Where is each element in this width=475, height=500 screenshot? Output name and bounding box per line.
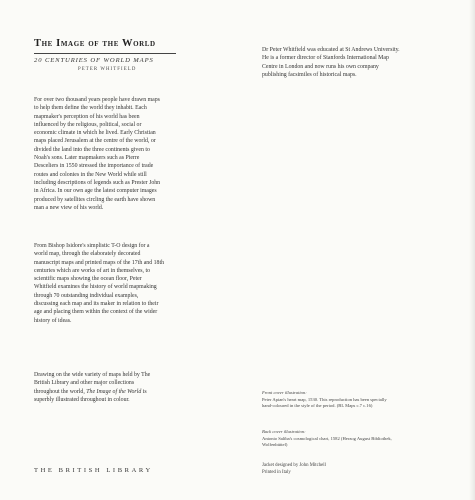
front-caption-text: Peter Apian's heart map, 1530. This reproduction has been specially hand-coloured in the style of the period. (BL Maps c.7 c.16)	[262, 396, 387, 409]
right-column	[262, 46, 402, 79]
description-paragraph-1: For over two thousand years people have drawn maps to help them define the world they inhabit. Each mapmaker's perception of his world has been influenced by the religious, political, social or economic climate in which he lived. Early Christian maps placed Jerusalem at the centre of the world, or divided the land into the three continents given to Noah's sons. Later mapmakers such as Pierre Desceliers in 1550 stressed the importance of trade routes and colonies in the New World while still including descriptions of legends such as Prester John in Africa. In our own age the latest computer images produced by satellites circling the earth have shown man a new view of his world.	[34, 97, 161, 211]
book-title: The Image of the World	[34, 38, 156, 49]
paragraph-3-end: is superbly illustrated throughout in colour.	[34, 388, 147, 403]
front-cover-caption	[262, 390, 397, 410]
author-bio: Dr Peter Whitfield was educated at St Andrews University. He is a former director of Stanfords International Map Centre in London and now runs his own company publishing facsimiles of historical maps.	[262, 47, 400, 78]
author-name: PETER WHITFIELD	[78, 67, 137, 72]
description-paragraph-3	[34, 371, 154, 404]
page-edge-shadow	[469, 0, 475, 500]
description-paragraph-2: From Bishop Isidore's simplistic T-O design for a world map, through the elaborately decorated manuscript maps and printed maps of the 17th and 18th centuries which are works of art in themselves, to scientific maps showing the ocean floor, Peter Whitfield examines the history of world mapmaking through 70 outstanding individual examples, discussing each map and its maker in relation to their age and placing them within the context of the wider history of ideas.	[34, 243, 164, 324]
back-cover-caption	[262, 429, 397, 449]
jacket-designer: Jacket designed by John Mitchell	[262, 463, 326, 468]
jacket-credits	[262, 463, 326, 477]
title-rule	[34, 53, 176, 54]
left-column	[34, 38, 209, 403]
printed-in: Printed in Italy	[262, 469, 291, 475]
back-caption-text: Antonio Saliba's cosmological chart, 1582 (Herzog August Bibliothek, Wolfenbüttel)	[262, 435, 392, 448]
publisher-name: THE BRITISH LIBRARY	[34, 467, 153, 474]
back-caption-heading: Back cover illustration:	[262, 429, 306, 434]
book-subtitle: 20 CENTURIES OF WORLD MAPS	[34, 57, 154, 64]
front-caption-heading: Front cover illustration:	[262, 390, 307, 395]
paragraph-3-start: Drawing on the wide variety of maps held by The British Library and other major collections throughout the world,	[34, 372, 151, 395]
paragraph-3-book-title: The Image of the World	[86, 388, 142, 395]
